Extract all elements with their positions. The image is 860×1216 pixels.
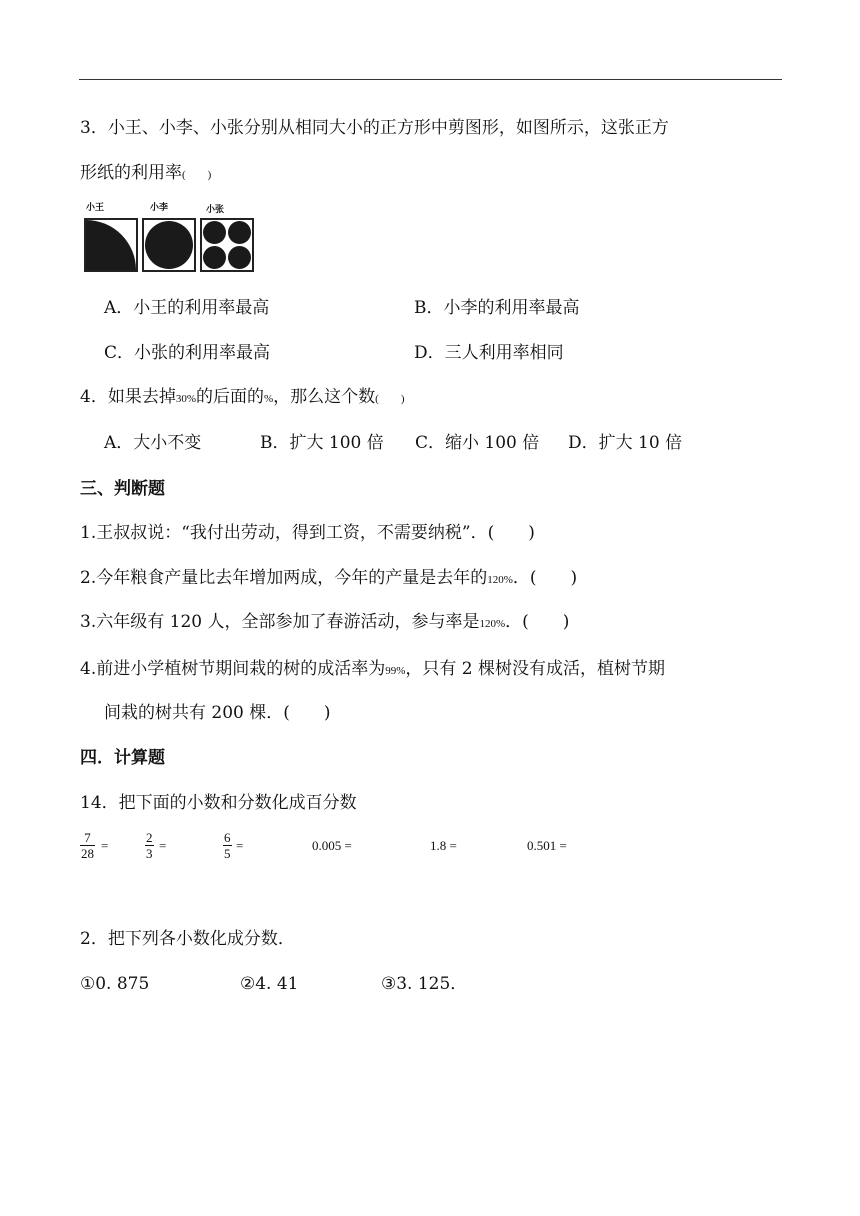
- q3-figure: [84, 200, 256, 272]
- judge-item-2-pct: 120%: [487, 574, 513, 586]
- quarter-circle-shape: [86, 220, 136, 270]
- judge-item-3: [80, 611, 569, 635]
- q4-stem: [80, 386, 405, 410]
- decimal-0-501: 0.501 =: [527, 838, 567, 853]
- figure-label-li: 小李: [150, 203, 169, 213]
- q4-mid: 的后面的: [196, 387, 264, 407]
- q4-option-d: D．扩大 10 倍: [568, 433, 683, 453]
- judge-item-4-rest: ，只有 2 棵树没有成活，植树节期: [405, 659, 666, 679]
- q4-post: ，那么这个数: [273, 387, 376, 407]
- square-zhang: [200, 218, 254, 272]
- q4-sign: %: [264, 393, 274, 405]
- convert-item-2: ②4. 41: [240, 974, 299, 994]
- fraction-6-5: [223, 830, 232, 861]
- square-li: [142, 218, 196, 272]
- four-circles-shape: [202, 220, 252, 270]
- judge-item-2-text: 2.今年粮食产量比去年增加两成，今年的产量是去年的: [80, 568, 488, 588]
- q4-option-c: C．缩小 100 倍: [415, 433, 540, 453]
- q4-answer-blank: ( ): [375, 393, 405, 405]
- q3-option-a: A．小王的利用率最高: [104, 298, 270, 318]
- circle-shape: [144, 220, 194, 270]
- convert-item-3: ③3. 125．: [381, 974, 468, 994]
- q14-stem: 14．把下面的小数和分数化成百分数: [80, 793, 357, 813]
- judge-item-3-blank: ．( ): [505, 612, 570, 632]
- q2-stem: 2．把下列各小数化成分数．: [80, 929, 295, 949]
- equals-sign: =: [236, 838, 244, 853]
- fraction-2-3: [145, 830, 154, 861]
- figure-label-wang: 小王: [86, 203, 105, 213]
- q3-stem-line1: 3．小王、小李、小张分别从相同大小的正方形中剪图形，如图所示，这张正方: [80, 118, 669, 138]
- q3-answer-blank: ( ): [182, 169, 212, 181]
- q3-option-c: C．小张的利用率最高: [104, 343, 271, 363]
- fraction-denominator: 28: [81, 846, 94, 861]
- judge-item-2: [80, 567, 577, 591]
- section4-title: 四．计算题: [80, 748, 165, 768]
- q4-option-b: B．扩大 100 倍: [260, 433, 384, 453]
- q3-stem-line2: [80, 162, 211, 186]
- equals-sign: =: [101, 838, 109, 853]
- judge-item-4-text: 4.前进小学植树节期间栽的树的成活率为: [80, 659, 386, 679]
- decimal-1-8: 1.8 =: [430, 838, 457, 853]
- equals-sign: =: [159, 838, 167, 853]
- square-wang: [84, 218, 138, 272]
- fraction-7-28: [80, 830, 95, 861]
- judge-item-1: 1.王叔叔说：“我付出劳动，得到工资，不需要纳税”．( ): [80, 523, 535, 543]
- fraction-numerator: 2: [146, 830, 153, 845]
- fraction-denominator: 5: [224, 846, 231, 861]
- fraction-numerator: 6: [224, 830, 231, 845]
- decimal-0-005: 0.005 =: [312, 838, 352, 853]
- q4-option-a: A．大小不变: [104, 433, 202, 453]
- judge-item-4-pct: 99%: [385, 665, 406, 677]
- fraction-denominator: 3: [146, 846, 153, 861]
- q3-option-b: B．小李的利用率最高: [414, 298, 580, 318]
- q4-pre: 4．如果去掉: [80, 387, 176, 407]
- q3-stem-text: 形纸的利用率: [80, 163, 182, 183]
- q3-option-d: D．三人利用率相同: [414, 343, 564, 363]
- judge-item-4: [80, 658, 665, 682]
- convert-item-1: ①0. 875: [80, 974, 150, 994]
- header-rule: [79, 79, 782, 80]
- judge-item-3-text: 3.六年级有 120 人，全部参加了春游活动，参与率是: [80, 612, 480, 632]
- q4-pct: 30%: [175, 393, 196, 405]
- figure-label-zhang: 小张: [206, 205, 225, 215]
- section3-title: 三、判断题: [80, 479, 165, 499]
- judge-item-3-pct: 120%: [479, 618, 506, 630]
- judge-item-4-line2: 间栽的树共有 200 棵．( ): [104, 703, 331, 723]
- judge-item-2-blank: ．( ): [512, 568, 578, 588]
- fraction-numerator: 7: [80, 830, 95, 846]
